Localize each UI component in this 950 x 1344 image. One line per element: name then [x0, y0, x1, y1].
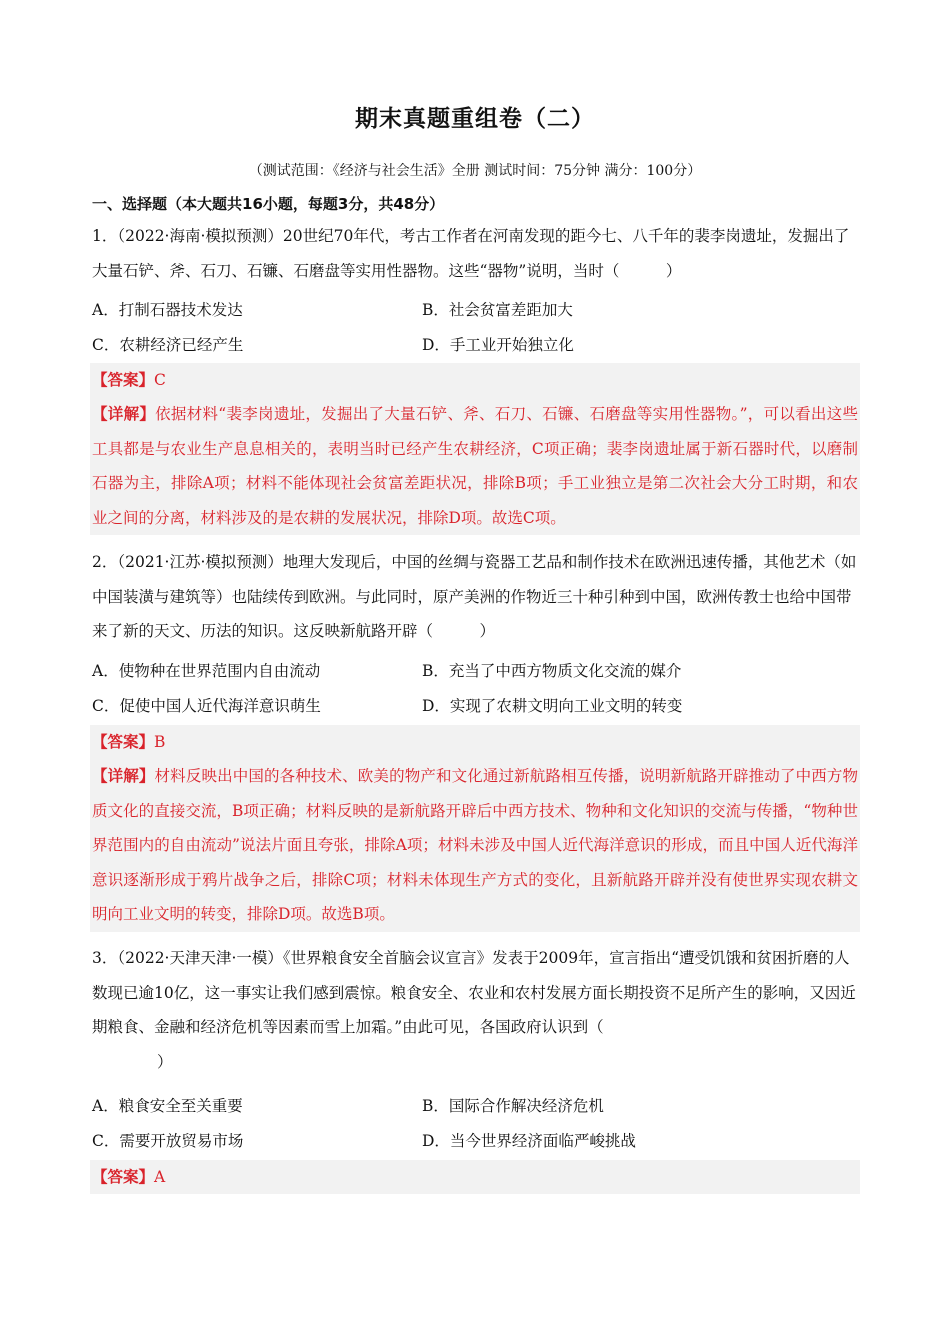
option-b: B．国际合作解决经济危机 [422, 1097, 604, 1115]
answer-value: B [154, 733, 166, 751]
option-c: C．促使中国人近代海洋意识萌生 [92, 696, 321, 715]
option-b: B．社会贫富差距加大 [422, 301, 573, 319]
question-1-options [92, 293, 860, 362]
option-d: D．实现了农耕文明向工业文明的转变 [422, 696, 683, 715]
section-heading: 一、选择题（本大题共16小题，每题3分，共48分） [92, 195, 445, 213]
answer-detail: 【详解】依据材料“裴李岗遗址，发掘出了大量石铲、斧、石刀、石镰、石磨盘等实用性器物。”，可以看出这些工具都是与农业生产息息相关的，表明当时已经产生农耕经济，C项正确；裴李岗遗址属于新石器时代，以磨制石器为主，排除A项；材料不能体现社会贫富差距状况，排除B项；手工业独立是第二次社会大分工时期，和农业之间的分离，材料涉及的是农耕的发展状况，排除D项。故选C项。 [92, 405, 858, 527]
question-2-options [92, 654, 860, 723]
answer-value: C [154, 371, 166, 389]
option-a: A．使物种在世界范围内自由流动 [92, 662, 321, 680]
question-2-stem: 2．（2021·江苏·模拟预测）地理大发现后，中国的丝绸与瓷器工艺品和制作技术在欧洲迅速传播，其他艺术（如中国装潢与建筑等）也陆续传到欧洲。与此同时，原产美洲的作物近三十种引种到中国，欧洲传教士也给中国带来了新的天文、历法的知识。这反映新航路开辟（ ） [92, 553, 857, 640]
option-b: B．充当了中西方物质文化交流的媒介 [422, 662, 682, 680]
answer-tag: 【答案】 [92, 371, 155, 389]
detail-tag: 【详解】 [92, 405, 156, 423]
question-1-stem: 1．（2022·海南·模拟预测）20世纪70年代，考古工作者在河南发现的距今七、八千年的裴李岗遗址，发掘出了大量石铲、斧、石刀、石镰、石磨盘等实用性器物。这些“器物”说明，当时（ ） [92, 227, 850, 280]
option-a: A．打制石器技术发达 [92, 301, 243, 319]
answer-detail: 【详解】材料反映出中国的各种技术、欧美的物产和文化通过新航路相互传播，说明新航路开辟推动了中西方物质文化的直接交流，B项正确；材料反映的是新航路开辟后中西方技术、物种和文化知识的交流与传播，“物种世界范围内的自由流动”说法片面且夸张，排除A项；材料未涉及中国人近代海洋意识的形成，而且中国人近代海洋意识逐渐形成于鸦片战争之后，排除C项；材料未体现生产方式的变化，且新航路开辟并没有使世界实现农耕文明向工业文明的转变，排除D项。故选B项。 [92, 767, 858, 923]
option-c: C．需要开放贸易市场 [92, 1131, 244, 1150]
answer-block-3 [90, 1160, 860, 1194]
page-title: 期末真题重组卷（二） [355, 106, 595, 132]
answer-tag: 【答案】 [92, 1168, 155, 1186]
exam-meta: （测试范围：《经济与社会生活》全册 测试时间：75分钟 满分：100分） [248, 163, 702, 179]
option-d: D．手工业开始独立化 [422, 335, 574, 354]
answer-line [90, 363, 860, 397]
option-d: D．当今世界经济面临严峻挑战 [422, 1131, 636, 1150]
answer-block-2 [90, 725, 860, 932]
option-a: A．粮食安全至关重要 [92, 1097, 243, 1115]
question-3-options [92, 1089, 860, 1158]
question-3-stem: 3．（2022·天津天津·一模）《世界粮食安全首脑会议宣言》发表于2009年，宣言指出“遭受饥饿和贫困折磨的人数现已逾10亿，这一事实让我们感到震惊。粮食安全、农业和农村发展方面长期投资不足所产生的影响，又因近期粮食、金融和经济危机等因素而雪上加霜。”由此可见，各国政府认识到（ ） [92, 949, 856, 1071]
detail-tag: 【详解】 [92, 767, 155, 785]
answer-line [90, 1160, 860, 1194]
option-c: C．农耕经济已经产生 [92, 335, 244, 354]
answer-block-1 [90, 363, 860, 535]
answer-tag: 【答案】 [92, 733, 155, 751]
answer-value: A [154, 1168, 166, 1186]
answer-line [90, 725, 860, 759]
